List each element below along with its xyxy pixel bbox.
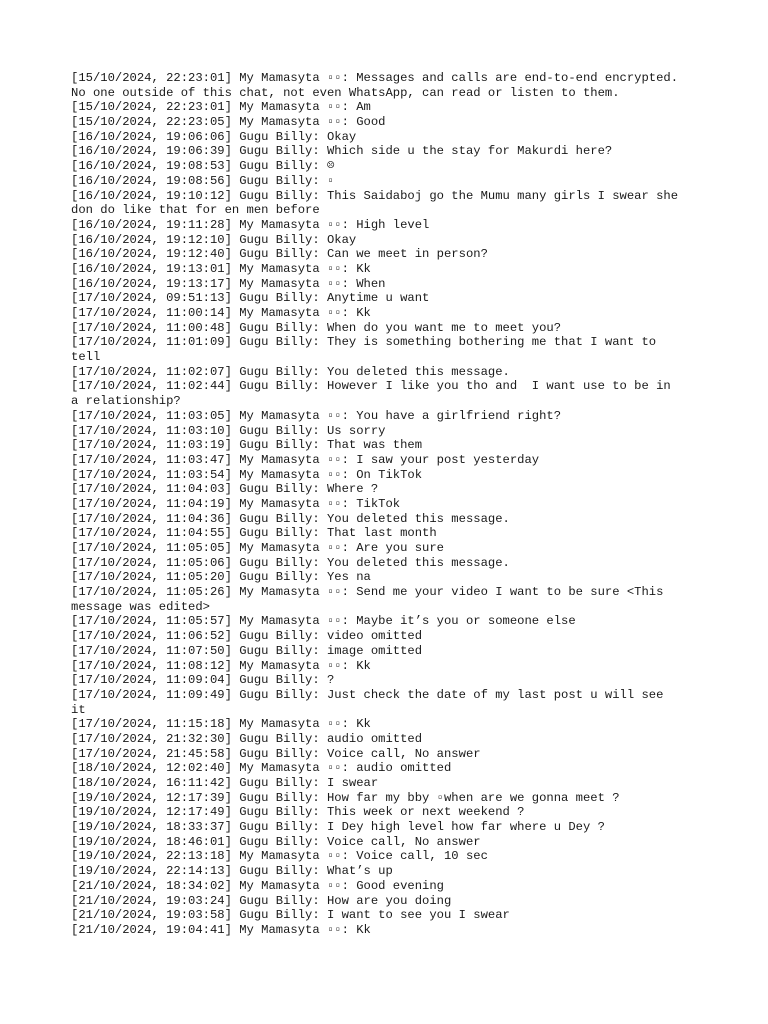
- chat-message: [71, 453, 711, 468]
- message-line: [15/10/2024, 22:23:01] My Mamasyta ▫▫: Messages and calls are end-to-end encrypted.: [71, 71, 679, 85]
- chat-message: [71, 570, 711, 585]
- chat-message: [71, 805, 711, 820]
- chat-message: [71, 849, 711, 864]
- chat-transcript: [71, 71, 711, 938]
- message-line: [17/10/2024, 11:09:49] Gugu Billy: Just check the date of my last post u will see: [71, 687, 664, 702]
- chat-message: [71, 776, 711, 791]
- message-line: [19/10/2024, 18:46:01] Gugu Billy: Voice call, No answer: [71, 834, 481, 849]
- message-line: [17/10/2024, 11:02:07] Gugu Billy: You deleted this message.: [71, 364, 510, 379]
- message-line: [17/10/2024, 21:45:58] Gugu Billy: Voice call, No answer: [71, 746, 481, 761]
- chat-message: [71, 424, 711, 439]
- message-line: [17/10/2024, 09:51:13] Gugu Billy: Anytime u want: [71, 291, 430, 306]
- chat-message: [71, 629, 711, 644]
- chat-message: [71, 864, 711, 879]
- chat-message: [71, 291, 711, 306]
- chat-message: [71, 409, 711, 424]
- message-line: [19/10/2024, 12:17:39] Gugu Billy: How far my bby ▫when are we gonna meet ?: [71, 790, 620, 805]
- message-line: [16/10/2024, 19:10:12] Gugu Billy: This Saidaboj go the Mumu many girls I swear she: [71, 188, 679, 203]
- chat-message: [71, 512, 711, 527]
- message-line: [16/10/2024, 19:08:53] Gugu Billy: ☹: [71, 159, 335, 174]
- message-line: [16/10/2024, 19:13:17] My Mamasyta ▫▫: When: [71, 276, 386, 291]
- chat-message: [71, 130, 711, 145]
- chat-message: [71, 659, 711, 674]
- chat-message: [71, 894, 711, 909]
- message-line: [15/10/2024, 22:23:01] My Mamasyta ▫▫: Am: [71, 100, 371, 115]
- message-line: [17/10/2024, 11:05:05] My Mamasyta ▫▫: Are you sure: [71, 541, 444, 555]
- message-line: [21/10/2024, 19:04:41] My Mamasyta ▫▫: Kk: [71, 922, 371, 937]
- chat-message: [71, 468, 711, 483]
- message-continuation-line: message was edited>: [71, 599, 210, 614]
- message-line: [17/10/2024, 11:04:36] Gugu Billy: You deleted this message.: [71, 511, 510, 526]
- chat-message: [71, 644, 711, 659]
- message-line: [17/10/2024, 11:15:18] My Mamasyta ▫▫: Kk: [71, 717, 371, 732]
- message-line: [16/10/2024, 19:06:39] Gugu Billy: Which side u the stay for Makurdi here?: [71, 144, 613, 159]
- chat-message: [71, 438, 711, 453]
- chat-message: [71, 277, 711, 292]
- chat-message: [71, 614, 711, 629]
- chat-message: [71, 556, 711, 571]
- message-line: [17/10/2024, 11:02:44] Gugu Billy: However I like you tho and I want use to be in: [71, 379, 671, 394]
- chat-message: [71, 321, 711, 336]
- message-line: [16/10/2024, 19:12:10] Gugu Billy: Okay: [71, 232, 357, 247]
- message-line: [16/10/2024, 19:13:01] My Mamasyta ▫▫: Kk: [71, 261, 371, 276]
- chat-message: [71, 585, 711, 614]
- chat-message: [71, 262, 711, 277]
- message-line: [17/10/2024, 11:07:50] Gugu Billy: image omitted: [71, 643, 423, 658]
- chat-message: [71, 218, 711, 233]
- message-line: [17/10/2024, 11:03:05] My Mamasyta ▫▫: You have a girlfriend right?: [71, 408, 562, 423]
- message-line: [16/10/2024, 19:12:40] Gugu Billy: Can we meet in person?: [71, 247, 488, 262]
- chat-message: [71, 100, 711, 115]
- chat-message: [71, 482, 711, 497]
- message-line: [17/10/2024, 11:05:06] Gugu Billy: You deleted this message.: [71, 555, 510, 570]
- message-continuation-line: No one outside of this chat, not even WhatsApp, can read or listen to them.: [71, 85, 620, 100]
- message-line: [18/10/2024, 12:02:40] My Mamasyta ▫▫: audio omitted: [71, 761, 452, 776]
- message-line: [18/10/2024, 16:11:42] Gugu Billy: I swear: [71, 776, 379, 790]
- message-line: [19/10/2024, 22:13:18] My Mamasyta ▫▫: Voice call, 10 sec: [71, 849, 488, 864]
- message-line: [16/10/2024, 19:08:56] Gugu Billy: ▫: [71, 173, 335, 188]
- message-line: [17/10/2024, 11:05:57] My Mamasyta ▫▫: Maybe it’s you or someone else: [71, 614, 576, 629]
- chat-message: [71, 688, 711, 717]
- message-line: [17/10/2024, 11:06:52] Gugu Billy: video omitted: [71, 629, 423, 644]
- message-line: [17/10/2024, 11:00:14] My Mamasyta ▫▫: Kk: [71, 306, 371, 320]
- chat-message: [71, 879, 711, 894]
- chat-message: [71, 717, 711, 732]
- chat-message: [71, 923, 711, 938]
- chat-message: [71, 820, 711, 835]
- chat-message: [71, 761, 711, 776]
- message-continuation-line: a relationship?: [71, 394, 181, 409]
- message-line: [19/10/2024, 18:33:37] Gugu Billy: I Dey high level how far where u Dey ?: [71, 820, 605, 835]
- message-line: [17/10/2024, 11:05:20] Gugu Billy: Yes na: [71, 570, 371, 585]
- chat-message: [71, 306, 711, 321]
- chat-message: [71, 174, 711, 189]
- chat-message: [71, 908, 711, 923]
- message-continuation-line: tell: [71, 350, 101, 365]
- message-line: [17/10/2024, 11:03:19] Gugu Billy: That was them: [71, 438, 423, 453]
- chat-message: [71, 247, 711, 262]
- chat-message: [71, 379, 711, 408]
- message-line: [16/10/2024, 19:11:28] My Mamasyta ▫▫: High level: [71, 217, 430, 232]
- chat-message: [71, 526, 711, 541]
- chat-message: [71, 791, 711, 806]
- chat-message: [71, 497, 711, 512]
- chat-message: [71, 835, 711, 850]
- message-line: [17/10/2024, 11:05:26] My Mamasyta ▫▫: Send me your video I want to be sure <This: [71, 585, 664, 600]
- chat-message: [71, 71, 711, 100]
- message-line: [17/10/2024, 11:03:47] My Mamasyta ▫▫: I saw your post yesterday: [71, 452, 540, 467]
- message-line: [16/10/2024, 19:06:06] Gugu Billy: Okay: [71, 129, 357, 144]
- message-line: [17/10/2024, 11:04:19] My Mamasyta ▫▫: TikTok: [71, 496, 401, 511]
- chat-message: [71, 747, 711, 762]
- message-line: [17/10/2024, 11:03:54] My Mamasyta ▫▫: On TikTok: [71, 467, 423, 482]
- chat-message: [71, 115, 711, 130]
- chat-message: [71, 335, 711, 364]
- message-line: [17/10/2024, 11:09:04] Gugu Billy: ?: [71, 673, 335, 688]
- message-line: [17/10/2024, 11:04:55] Gugu Billy: That last month: [71, 526, 437, 541]
- message-continuation-line: it: [71, 702, 86, 717]
- message-line: [15/10/2024, 22:23:05] My Mamasyta ▫▫: Good: [71, 115, 386, 130]
- message-line: [21/10/2024, 19:03:24] Gugu Billy: How are you doing: [71, 893, 452, 908]
- message-line: [17/10/2024, 21:32:30] Gugu Billy: audio omitted: [71, 731, 423, 746]
- chat-message: [71, 159, 711, 174]
- chat-message: [71, 189, 711, 218]
- chat-message: [71, 673, 711, 688]
- chat-message: [71, 541, 711, 556]
- message-line: [17/10/2024, 11:04:03] Gugu Billy: Where ?: [71, 482, 379, 497]
- chat-message: [71, 365, 711, 380]
- message-line: [21/10/2024, 18:34:02] My Mamasyta ▫▫: Good evening: [71, 878, 444, 893]
- message-line: [17/10/2024, 11:00:48] Gugu Billy: When do you want me to meet you?: [71, 320, 562, 335]
- chat-message: [71, 144, 711, 159]
- message-continuation-line: don do like that for en men before: [71, 203, 320, 218]
- chat-message: [71, 732, 711, 747]
- message-line: [19/10/2024, 12:17:49] Gugu Billy: This week or next weekend ?: [71, 805, 525, 820]
- message-line: [21/10/2024, 19:03:58] Gugu Billy: I want to see you I swear: [71, 908, 510, 923]
- message-line: [17/10/2024, 11:03:10] Gugu Billy: Us sorry: [71, 423, 386, 438]
- message-line: [17/10/2024, 11:01:09] Gugu Billy: They is something bothering me that I want to: [71, 335, 657, 350]
- message-line: [17/10/2024, 11:08:12] My Mamasyta ▫▫: Kk: [71, 658, 371, 673]
- message-line: [19/10/2024, 22:14:13] Gugu Billy: What’s up: [71, 864, 393, 879]
- chat-message: [71, 233, 711, 248]
